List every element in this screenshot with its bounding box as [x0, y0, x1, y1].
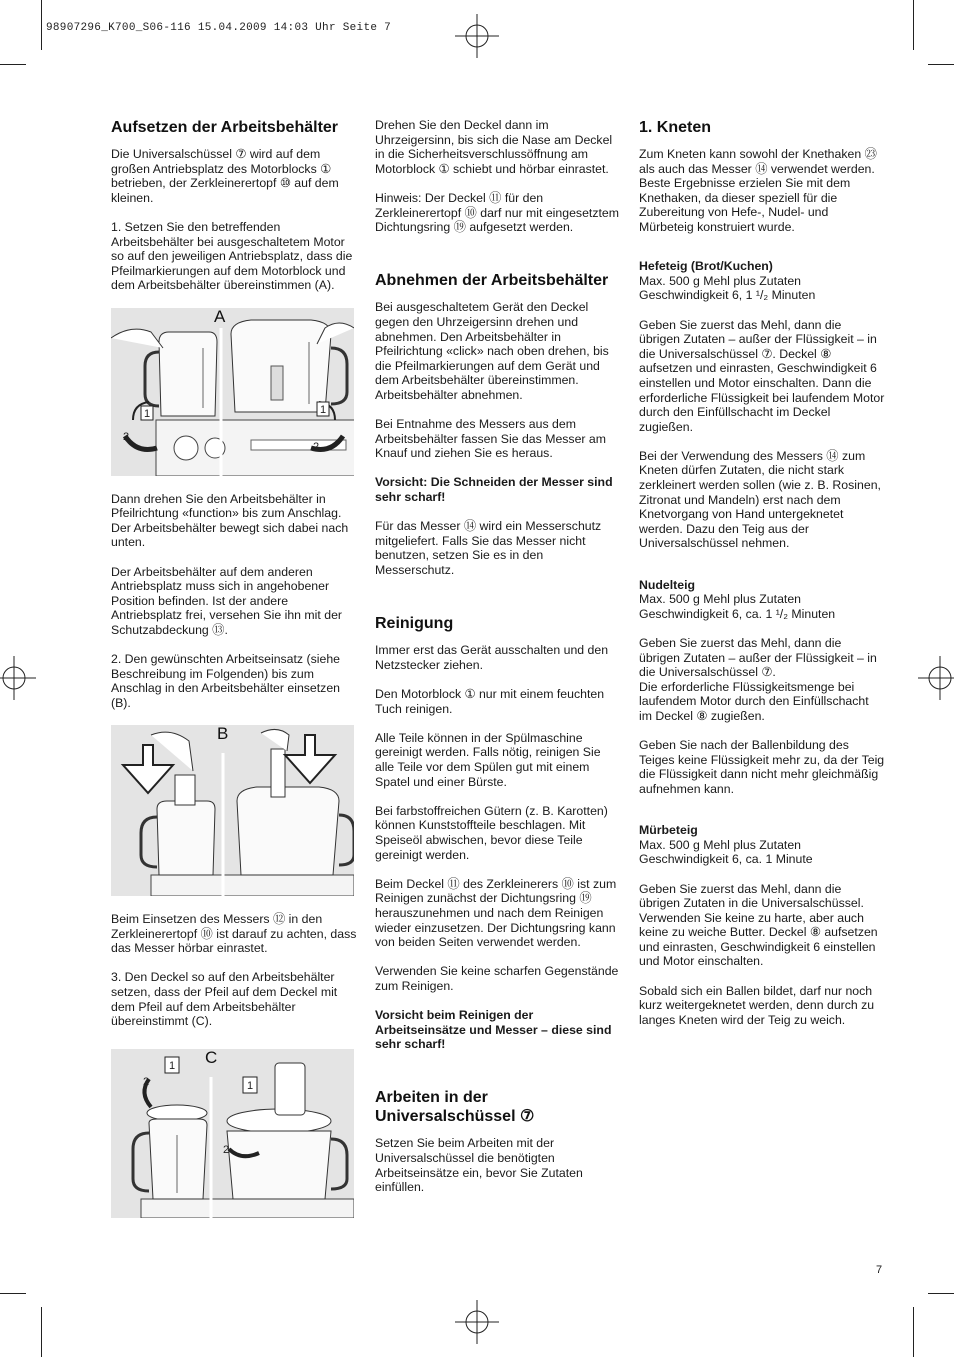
- crop-mark: [0, 64, 26, 65]
- figure-a: [111, 308, 354, 476]
- registration-mark-icon: [455, 14, 499, 58]
- paragraph: Immer erst das Gerät ausschalten und den Netzstecker ziehen.: [375, 643, 609, 672]
- recipe-title: Mürbeteig: [639, 823, 698, 838]
- food-processor-illustration-b: [111, 725, 354, 896]
- recipe-title: Nudelteig: [639, 577, 696, 592]
- crop-mark: [928, 64, 954, 65]
- paragraph: Drehen Sie den Deckel dann im Uhrzeigersinn, bis sich die Nase am Deckel in die Sicherheitsverschlussöffnung am Motorblock ① schiebt und hörbar einrastet.: [375, 118, 613, 176]
- section-title: 1. Kneten: [639, 119, 712, 136]
- recipe-line: Max. 500 g Mehl plus Zutaten: [639, 837, 801, 852]
- column-right: [639, 118, 885, 1042]
- paragraph: Hinweis: Der Deckel ⑪ für den Zerkleinerertopf ⑩ darf nur mit eingesetztem Dichtungsring ⑲ aufgesetzt werden.: [375, 190, 619, 235]
- paragraph: Die Universalschüssel ⑦ wird auf dem großen Antriebsplatz des Motorblocks ① betrieben, der Zerkleinerertopf ⑩ auf dem kleinen.: [111, 147, 339, 205]
- paragraph: Die erforderliche Flüssigkeitsmenge bei laufendem Motor durch den Einfüllschacht im Deckel ⑧ zugießen.: [639, 679, 869, 723]
- svg-text:2: 2: [313, 440, 320, 453]
- recipe-line: Max. 500 g Mehl plus Zutaten: [639, 273, 801, 288]
- paragraph: Setzen Sie beim Arbeiten mit der Universalschüssel die benötigten Arbeitseinsätze ein, bevor Sie Zutaten einfüllen.: [375, 1136, 583, 1195]
- warning-text: Vorsicht beim Reinigen der Arbeitseinsätze und Messer – diese sind sehr scharf!: [375, 1008, 612, 1052]
- paragraph: Alle Teile können in der Spülmaschine gereinigt werden. Falls nötig, reinigen Sie alle Teile vor dem Spülen gut mit einem Spatel und einer Bürste.: [375, 730, 601, 789]
- paragraph: Bei Entnahme des Messers aus dem Arbeitsbehälter fassen Sie das Messer am Knauf und ziehen Sie es heraus.: [375, 417, 607, 461]
- svg-text:1: 1: [169, 1059, 176, 1072]
- figure-label: C: [205, 1048, 218, 1067]
- paragraph: Beim Deckel ⑪ des Zerkleinerers ⑩ ist zum Reinigen zunächst der Dichtungsring ⑲ herauszunehmen und nach dem Reinigen wieder einzusetzen. Der Dichtungsring kann von beiden Seiten verwendet werden.: [375, 876, 617, 950]
- crop-mark: [41, 1307, 42, 1357]
- paragraph: Sobald sich ein Ballen bildet, darf nur noch kurz weitergeknetet werden, denn durch zu langes Kneten wird der Teig zu weich.: [639, 983, 875, 1027]
- column-middle: [375, 118, 621, 1209]
- recipe-title: Hefeteig (Brot/Kuchen): [639, 259, 773, 274]
- section-title: Aufsetzen der Arbeitsbehälter: [111, 119, 339, 136]
- recipe-line: Max. 500 g Mehl plus Zutaten: [639, 592, 801, 607]
- svg-text:1: 1: [247, 1079, 254, 1092]
- crop-mark: [913, 1307, 914, 1357]
- section-title: Arbeiten in der Universalschüssel ⑦: [375, 1089, 535, 1126]
- paragraph: Geben Sie zuerst das Mehl, dann die übrigen Zutaten – außer der Flüssigkeit – in die Universalschüssel ⑦.: [639, 636, 877, 680]
- registration-mark-icon: [0, 656, 36, 700]
- paragraph: Beim Einsetzen des Messers ⑫ in den Zerkleinerertopf ⑩ ist darauf zu achten, dass das Messer hörbar einrastet.: [111, 912, 357, 956]
- figure-c: [111, 1049, 354, 1218]
- svg-text:2: 2: [123, 430, 130, 443]
- crop-mark: [913, 0, 914, 50]
- page-number: 7: [876, 1264, 883, 1276]
- print-header: 98907296_K700_S06-116 15.04.2009 14:03 Uhr Seite 7: [46, 22, 392, 34]
- paragraph: Dann drehen Sie den Arbeitsbehälter in Pfeilrichtung «function» bis zum Anschlag. Der Arbeitsbehälter bewegt sich dabei nach unten.: [111, 491, 349, 550]
- crop-mark: [0, 1293, 26, 1294]
- food-processor-illustration-c: [111, 1049, 354, 1218]
- paragraph: Bei der Verwendung des Messers ⑭ zum Kneten dürfen Zutaten, die nicht stark zerkleinert werden sollen (wie z. B. Rosinen, Zitronat und Mandeln) erst nach dem Knetvorgang von Hand untergeknetet werden. Dazu den Teig aus der Universalschüssel nehmen.: [639, 448, 881, 551]
- svg-text:1: 1: [320, 403, 327, 416]
- registration-mark-icon: [455, 1300, 499, 1344]
- recipe-line: Geschwindigkeit 6, 1 ¹/₂ Minuten: [639, 288, 816, 303]
- warning-text: Vorsicht: Die Schneiden der Messer sind sehr scharf!: [375, 475, 613, 505]
- paragraph: Verwenden Sie keine scharfen Gegenstände zum Reinigen.: [375, 964, 619, 993]
- paragraph: Der Arbeitsbehälter auf dem anderen Antriebsplatz muss sich in angehobener Position befinden. Ist der andere Antriebsplatz frei, versehen Sie ihn mit der Schutzabdeckung ⑬.: [111, 564, 343, 637]
- paragraph: 1. Setzen Sie den betreffenden Arbeitsbehälter bei ausgeschaltetem Motor so auf den jeweiligen Antriebsplatz, dass die Pfeilmarkierungen auf dem Motorblock und dem Arbeitsbehälter übereinstimmen (A).: [111, 219, 353, 293]
- paragraph: Den Motorblock ① nur mit einem feuchten Tuch reinigen.: [375, 687, 605, 716]
- paragraph: Geben Sie zuerst das Mehl, dann die übrigen Zutaten – außer der Flüssigkeit – in die Universalschüssel ⑦. Deckel ⑧ aufsetzen und einrasten, Geschwindigkeit 6 einstellen und Motor einschalten. Dann die erforderliche Flüssigkeit bei laufendem Motor durch den Einfüllschacht im Deckel zugießen.: [639, 317, 885, 434]
- column-left: [111, 118, 357, 1234]
- crop-mark: [928, 1293, 954, 1294]
- paragraph: Geben Sie nach der Ballenbildung des Teiges keine Flüssigkeit mehr zu, da der Teig die Flüssigkeit dann nicht mehr gleichmäßig aufnehmen kann.: [639, 738, 885, 796]
- svg-text:2: 2: [143, 1075, 150, 1088]
- paragraph: 3. Den Deckel so auf den Arbeitsbehälter setzen, dass der Pfeil auf dem Deckel mit dem Pfeil auf dem Arbeitsbehälter übereinstimmt (C).: [111, 970, 338, 1029]
- paragraph: 2. Den gewünschten Arbeitseinsatz (siehe Beschreibung im Folgenden) bis zum Anschlag in den Arbeitsbehälter einsetzen (B).: [111, 652, 341, 710]
- food-processor-illustration-a: [111, 308, 354, 476]
- figure-label: B: [217, 725, 229, 744]
- paragraph: Bei farbstoffreichen Gütern (z. B. Karotten) können Kunststoffteile beschlagen. Mit Speiseöl abwischen, bevor diese Teile gereinigt werden.: [375, 803, 608, 862]
- crop-mark: [41, 0, 42, 50]
- section-title: Reinigung: [375, 615, 454, 633]
- paragraph: Bei ausgeschaltetem Gerät den Deckel gegen den Uhrzeigersinn drehen und abnehmen. Den Arbeitsbehälter in Pfeilrichtung «click» nach oben drehen, bis die Pfeilmarkierungen auf dem Gerät und dem Arbeitsbehälter übereinstimmen. Arbeitsbehälter abnehmen.: [375, 300, 609, 402]
- figure-b: [111, 725, 354, 896]
- paragraph: Zum Kneten kann sowohl der Knethaken ㉓ als auch das Messer ⑭ verwendet werden. Beste Ergebnisse erzielen Sie mit dem Knethaken, da dieser speziell für die Zubereitung von Hefe-, Nudel- und Mürbeteig konstruiert wurde.: [639, 147, 877, 234]
- paragraph: Geben Sie zuerst das Mehl, dann die übrigen Zutaten in die Universalschüssel. Verwenden Sie keine zu harte, aber auch keine zu weiche Butter. Deckel ⑧ aufsetzen und einrasten, Geschwindigkeit 6 einstellen und Motor einschalten.: [639, 881, 878, 969]
- recipe-line: Geschwindigkeit 6, ca. 1 Minute: [639, 852, 813, 867]
- figure-label: A: [214, 307, 226, 326]
- paragraph: Für das Messer ⑭ wird ein Messerschutz mitgeliefert. Falls Sie das Messer nicht benutzen, setzen Sie es in den Messerschutz.: [375, 519, 602, 578]
- section-title: Abnehmen der Arbeitsbehälter: [375, 272, 609, 290]
- recipe-line: Geschwindigkeit 6, ca. 1 ¹/₂ Minuten: [639, 606, 836, 621]
- registration-mark-icon: [918, 656, 954, 700]
- svg-text:1: 1: [144, 407, 151, 420]
- svg-text:2: 2: [223, 1143, 230, 1156]
